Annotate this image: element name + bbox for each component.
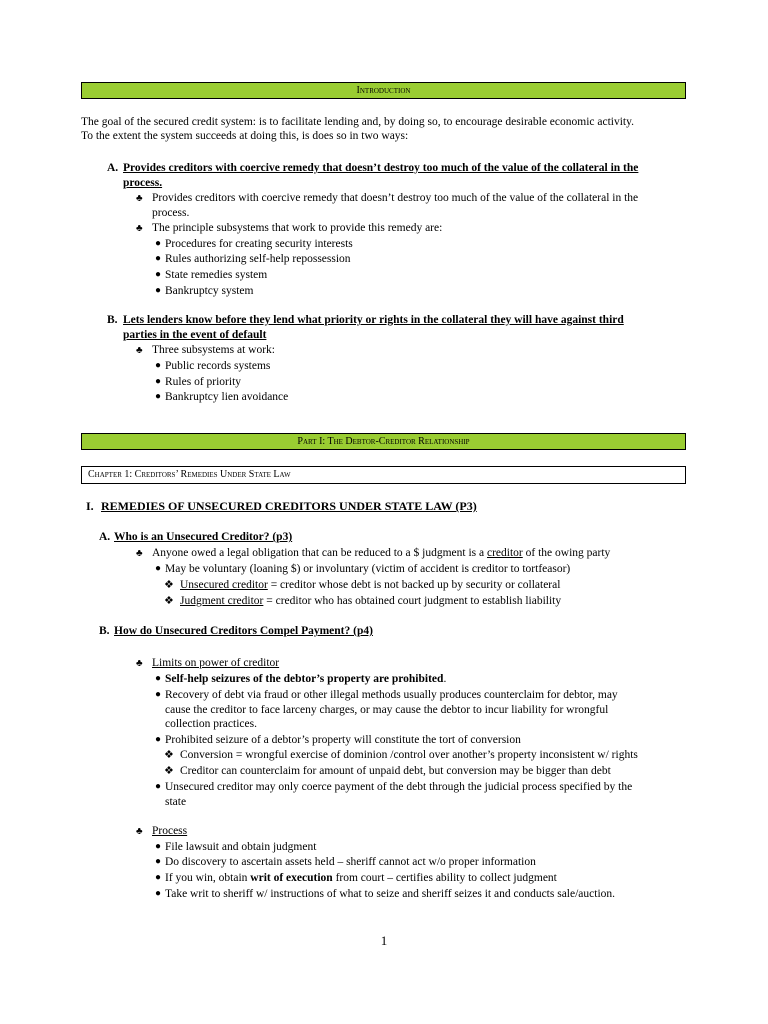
process-item-4: Take writ to sheriff w/ instructions of what to seize and sheriff seizes it and conducts sale/auction. bbox=[165, 888, 616, 900]
judgment-creditor-term: Judgment creditor bbox=[180, 595, 264, 607]
section1-marker: I. bbox=[86, 499, 94, 513]
club-bullet-icon: ♣ bbox=[136, 548, 143, 559]
limits-item-3-def-1: Conversion = wrongful exercise of dominion /control over another’s property inconsistent w/ rights bbox=[180, 749, 638, 761]
round-bullet-icon: ● bbox=[155, 391, 162, 402]
self-help-prohibited: Self-help seizures of the debtor’s property are prohibited bbox=[165, 673, 444, 685]
round-bullet-icon: ● bbox=[155, 360, 162, 371]
process-item-2: Do discovery to ascertain assets held – sheriff cannot act w/o proper information bbox=[165, 856, 536, 868]
round-bullet-icon: ● bbox=[155, 285, 162, 296]
page-number: 1 bbox=[380, 933, 388, 948]
process-item-3-pre: If you win, obtain bbox=[165, 872, 248, 884]
section1-a-bullet-1 bbox=[152, 546, 610, 560]
intro-a-bullet-1-line-2: process. bbox=[152, 207, 190, 219]
section1-b-marker: B. bbox=[99, 625, 110, 637]
round-bullet-icon: ● bbox=[155, 856, 162, 867]
club-bullet-icon: ♣ bbox=[136, 345, 143, 356]
a-bullet-1-pre: Anyone owed a legal obligation that can be reduced to a $ judgment is a bbox=[152, 547, 485, 559]
intro-a-sub-4: Bankruptcy system bbox=[165, 285, 254, 297]
chapter1-header: Chapter 1: Creditors’ Remedies Under State Law bbox=[81, 466, 686, 484]
judgment-creditor-def: = creditor who has obtained court judgment to establish liability bbox=[266, 595, 562, 607]
limits-item-2-line-3: collection practices. bbox=[165, 718, 257, 730]
diamond-bullet-icon: ❖ bbox=[164, 765, 174, 777]
round-bullet-icon: ● bbox=[155, 888, 162, 899]
intro-a-sub-2: Rules authorizing self-help repossession bbox=[165, 253, 351, 265]
unsecured-creditor-def: = creditor whose debt is not backed up by security or collateral bbox=[270, 579, 561, 591]
a-bullet-1-post: of the owing party bbox=[525, 547, 611, 559]
creditor-term: creditor bbox=[487, 547, 523, 559]
section1-title: REMEDIES OF UNSECURED CREDITORS UNDER STATE LAW (P3) bbox=[101, 499, 477, 513]
unsecured-creditor-term: Unsecured creditor bbox=[180, 579, 268, 591]
intro-a-sub-1: Procedures for creating security interests bbox=[165, 238, 353, 250]
limits-item-2-line-2: cause the creditor to face larceny charges, or may cause the debtor to incur liability for wrongful bbox=[165, 704, 609, 716]
limits-heading: Limits on power of creditor bbox=[152, 657, 280, 669]
intro-a-title-1: Provides creditors with coercive remedy that doesn’t destroy too much of the value of the collateral in the bbox=[123, 162, 639, 174]
intro-b-marker: B. bbox=[107, 314, 118, 326]
club-bullet-icon: ♣ bbox=[136, 826, 143, 837]
section1-b-title: How do Unsecured Creditors Compel Payment? (p4) bbox=[114, 625, 373, 637]
round-bullet-icon: ● bbox=[155, 841, 162, 852]
intro-para-2: To the extent the system succeeds at doing this, is does so in two ways: bbox=[81, 130, 409, 142]
club-bullet-icon: ♣ bbox=[136, 193, 143, 204]
round-bullet-icon: ● bbox=[155, 673, 162, 684]
intro-b-title-2: parties in the event of default bbox=[123, 329, 267, 341]
diamond-bullet-icon: ❖ bbox=[164, 579, 174, 591]
intro-a-bullet-1-line-1: Provides creditors with coercive remedy that doesn’t destroy too much of the value of the collateral in the bbox=[152, 192, 639, 204]
process-item-3 bbox=[165, 871, 557, 885]
intro-a-marker: A. bbox=[107, 162, 119, 174]
limits-item-1 bbox=[165, 672, 446, 686]
section1-a-def-2 bbox=[180, 594, 561, 608]
intro-a-bullet-2: The principle subsystems that work to provide this remedy are: bbox=[152, 222, 443, 234]
round-bullet-icon: ● bbox=[155, 734, 162, 745]
limits-item-1-end: . bbox=[443, 673, 447, 685]
round-bullet-icon: ● bbox=[155, 269, 162, 280]
round-bullet-icon: ● bbox=[155, 781, 162, 792]
round-bullet-icon: ● bbox=[155, 872, 162, 883]
section1-a-def-1 bbox=[180, 578, 560, 592]
diamond-bullet-icon: ❖ bbox=[164, 595, 174, 607]
club-bullet-icon: ♣ bbox=[136, 223, 143, 234]
limits-item-2-line-1: Recovery of debt via fraud or other illegal methods usually produces counterclaim for debtor, may bbox=[165, 689, 618, 701]
intro-b-sub-2: Rules of priority bbox=[165, 376, 242, 388]
intro-b-sub-1: Public records systems bbox=[165, 360, 271, 372]
intro-a-sub-3: State remedies system bbox=[165, 269, 268, 281]
process-heading: Process bbox=[152, 825, 188, 837]
round-bullet-icon: ● bbox=[155, 238, 162, 249]
section1-a-dot-1: May be voluntary (loaning $) or involuntary (victim of accident is creditor to tortfeasor) bbox=[165, 563, 571, 575]
intro-header: Introduction bbox=[81, 82, 686, 99]
limits-item-3: Prohibited seizure of a debtor’s property will constitute the tort of conversion bbox=[165, 734, 521, 746]
section1-a-marker: A. bbox=[99, 531, 111, 543]
intro-b-sub-3: Bankruptcy lien avoidance bbox=[165, 391, 289, 403]
intro-b-title-1: Lets lenders know before they lend what priority or rights in the collateral they will have against third bbox=[123, 314, 624, 326]
intro-para-1: The goal of the secured credit system: is to facilitate lending and, by doing so, to encourage desirable economic activity. bbox=[81, 116, 634, 128]
intro-a-title-2: process. bbox=[123, 177, 163, 189]
intro-b-bullet-1: Three subsystems at work: bbox=[152, 344, 275, 356]
part1-header: Part I: The Debtor-Creditor Relationship bbox=[81, 433, 686, 450]
round-bullet-icon: ● bbox=[155, 253, 162, 264]
round-bullet-icon: ● bbox=[155, 689, 162, 700]
process-item-1: File lawsuit and obtain judgment bbox=[165, 841, 317, 853]
round-bullet-icon: ● bbox=[155, 563, 162, 574]
club-bullet-icon: ♣ bbox=[136, 658, 143, 669]
section1-a-title: Who is an Unsecured Creditor? (p3) bbox=[114, 531, 293, 543]
process-item-3-post: from court – certifies ability to collect judgment bbox=[335, 872, 557, 884]
diamond-bullet-icon: ❖ bbox=[164, 749, 174, 761]
writ-of-execution: writ of execution bbox=[250, 872, 333, 884]
limits-item-4-line-2: state bbox=[165, 796, 187, 808]
limits-item-3-def-2: Creditor can counterclaim for amount of unpaid debt, but conversion may be bigger than debt bbox=[180, 765, 611, 777]
round-bullet-icon: ● bbox=[155, 376, 162, 387]
limits-item-4-line-1: Unsecured creditor may only coerce payment of the debt through the judicial process specified by the bbox=[165, 781, 633, 793]
